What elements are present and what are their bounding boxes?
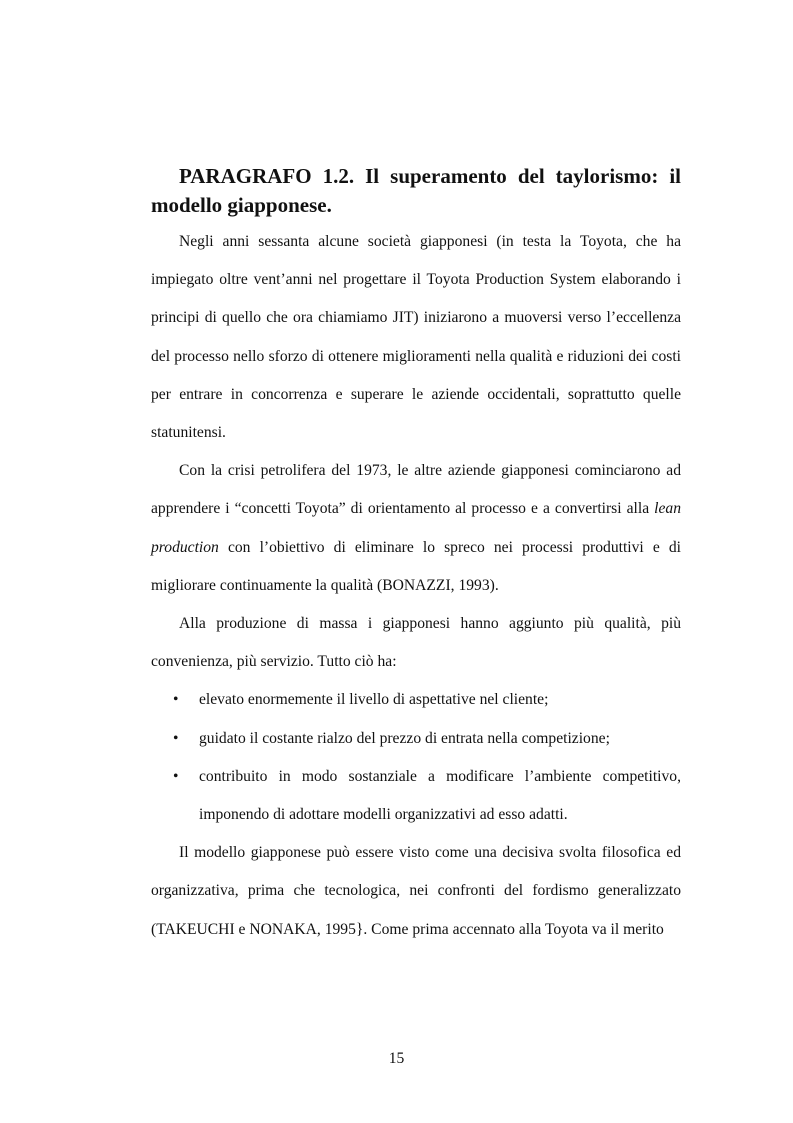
- list-item-text: elevato enormemente il livello di aspettative nel cliente;: [199, 691, 549, 709]
- list-item: [151, 720, 681, 758]
- bullet-icon: •: [173, 767, 179, 785]
- section-title: Il superamento del taylorismo: il modello giapponese.: [151, 164, 681, 218]
- paragraph-1: Negli anni sessanta alcune società giapponesi (in testa la Toyota, che ha impiegato oltre vent’anni nel progettare il Toyota Production System elaborando i principi di quello che ora chiamiamo JIT) iniziarono a muoversi verso l’eccellenza del processo nello sforzo di ottenere miglioramenti nella qualità e riduzioni dei costi per entrare in concorrenza e superare le aziende occidentali, soprattutto quelle statunitensi.: [151, 233, 681, 442]
- bullet-list: [151, 681, 681, 834]
- italic-term: lean production: [151, 500, 681, 556]
- bullet-icon: •: [173, 691, 179, 709]
- paragraph-2-text-end: con l’obiettivo di eliminare lo spreco nei processi produttivi e di migliorare continuamente la qualità (BONAZZI, 1993).: [151, 538, 681, 594]
- section-number: PARAGRAFO 1.2.: [179, 164, 355, 189]
- list-item-text: contribuito in modo sostanziale a modificare l’ambiente competitivo, imponendo di adottare modelli organizzativi ad esso adatti.: [199, 767, 681, 824]
- paragraph-3: Alla produzione di massa i giapponesi hanno aggiunto più qualità, più convenienza, più servizio. Tutto ciò ha:: [151, 615, 681, 671]
- paragraph-2-text-start: Con la crisi petrolifera del 1973, le altre aziende giapponesi cominciarono ad apprendere i “concetti Toyota” di orientamento al processo e a convertirsi alla: [151, 462, 681, 518]
- section-heading: [151, 162, 681, 220]
- paragraph-4: Il modello giapponese può essere visto come una decisiva svolta filosofica ed organizzativa, prima che tecnologica, nei confronti del fordismo generalizzato (TAKEUCHI e NONAKA, 1995}. Come prima accennato alla Toyota va il merito: [151, 844, 681, 938]
- list-item: [151, 681, 681, 719]
- bullet-icon: •: [173, 729, 179, 747]
- list-item-text: guidato il costante rialzo del prezzo di entrata nella competizione;: [199, 729, 610, 747]
- list-item: [151, 758, 681, 834]
- body-text: [151, 223, 681, 949]
- paragraph-2: [151, 452, 681, 605]
- page-number: 15: [388, 1050, 405, 1067]
